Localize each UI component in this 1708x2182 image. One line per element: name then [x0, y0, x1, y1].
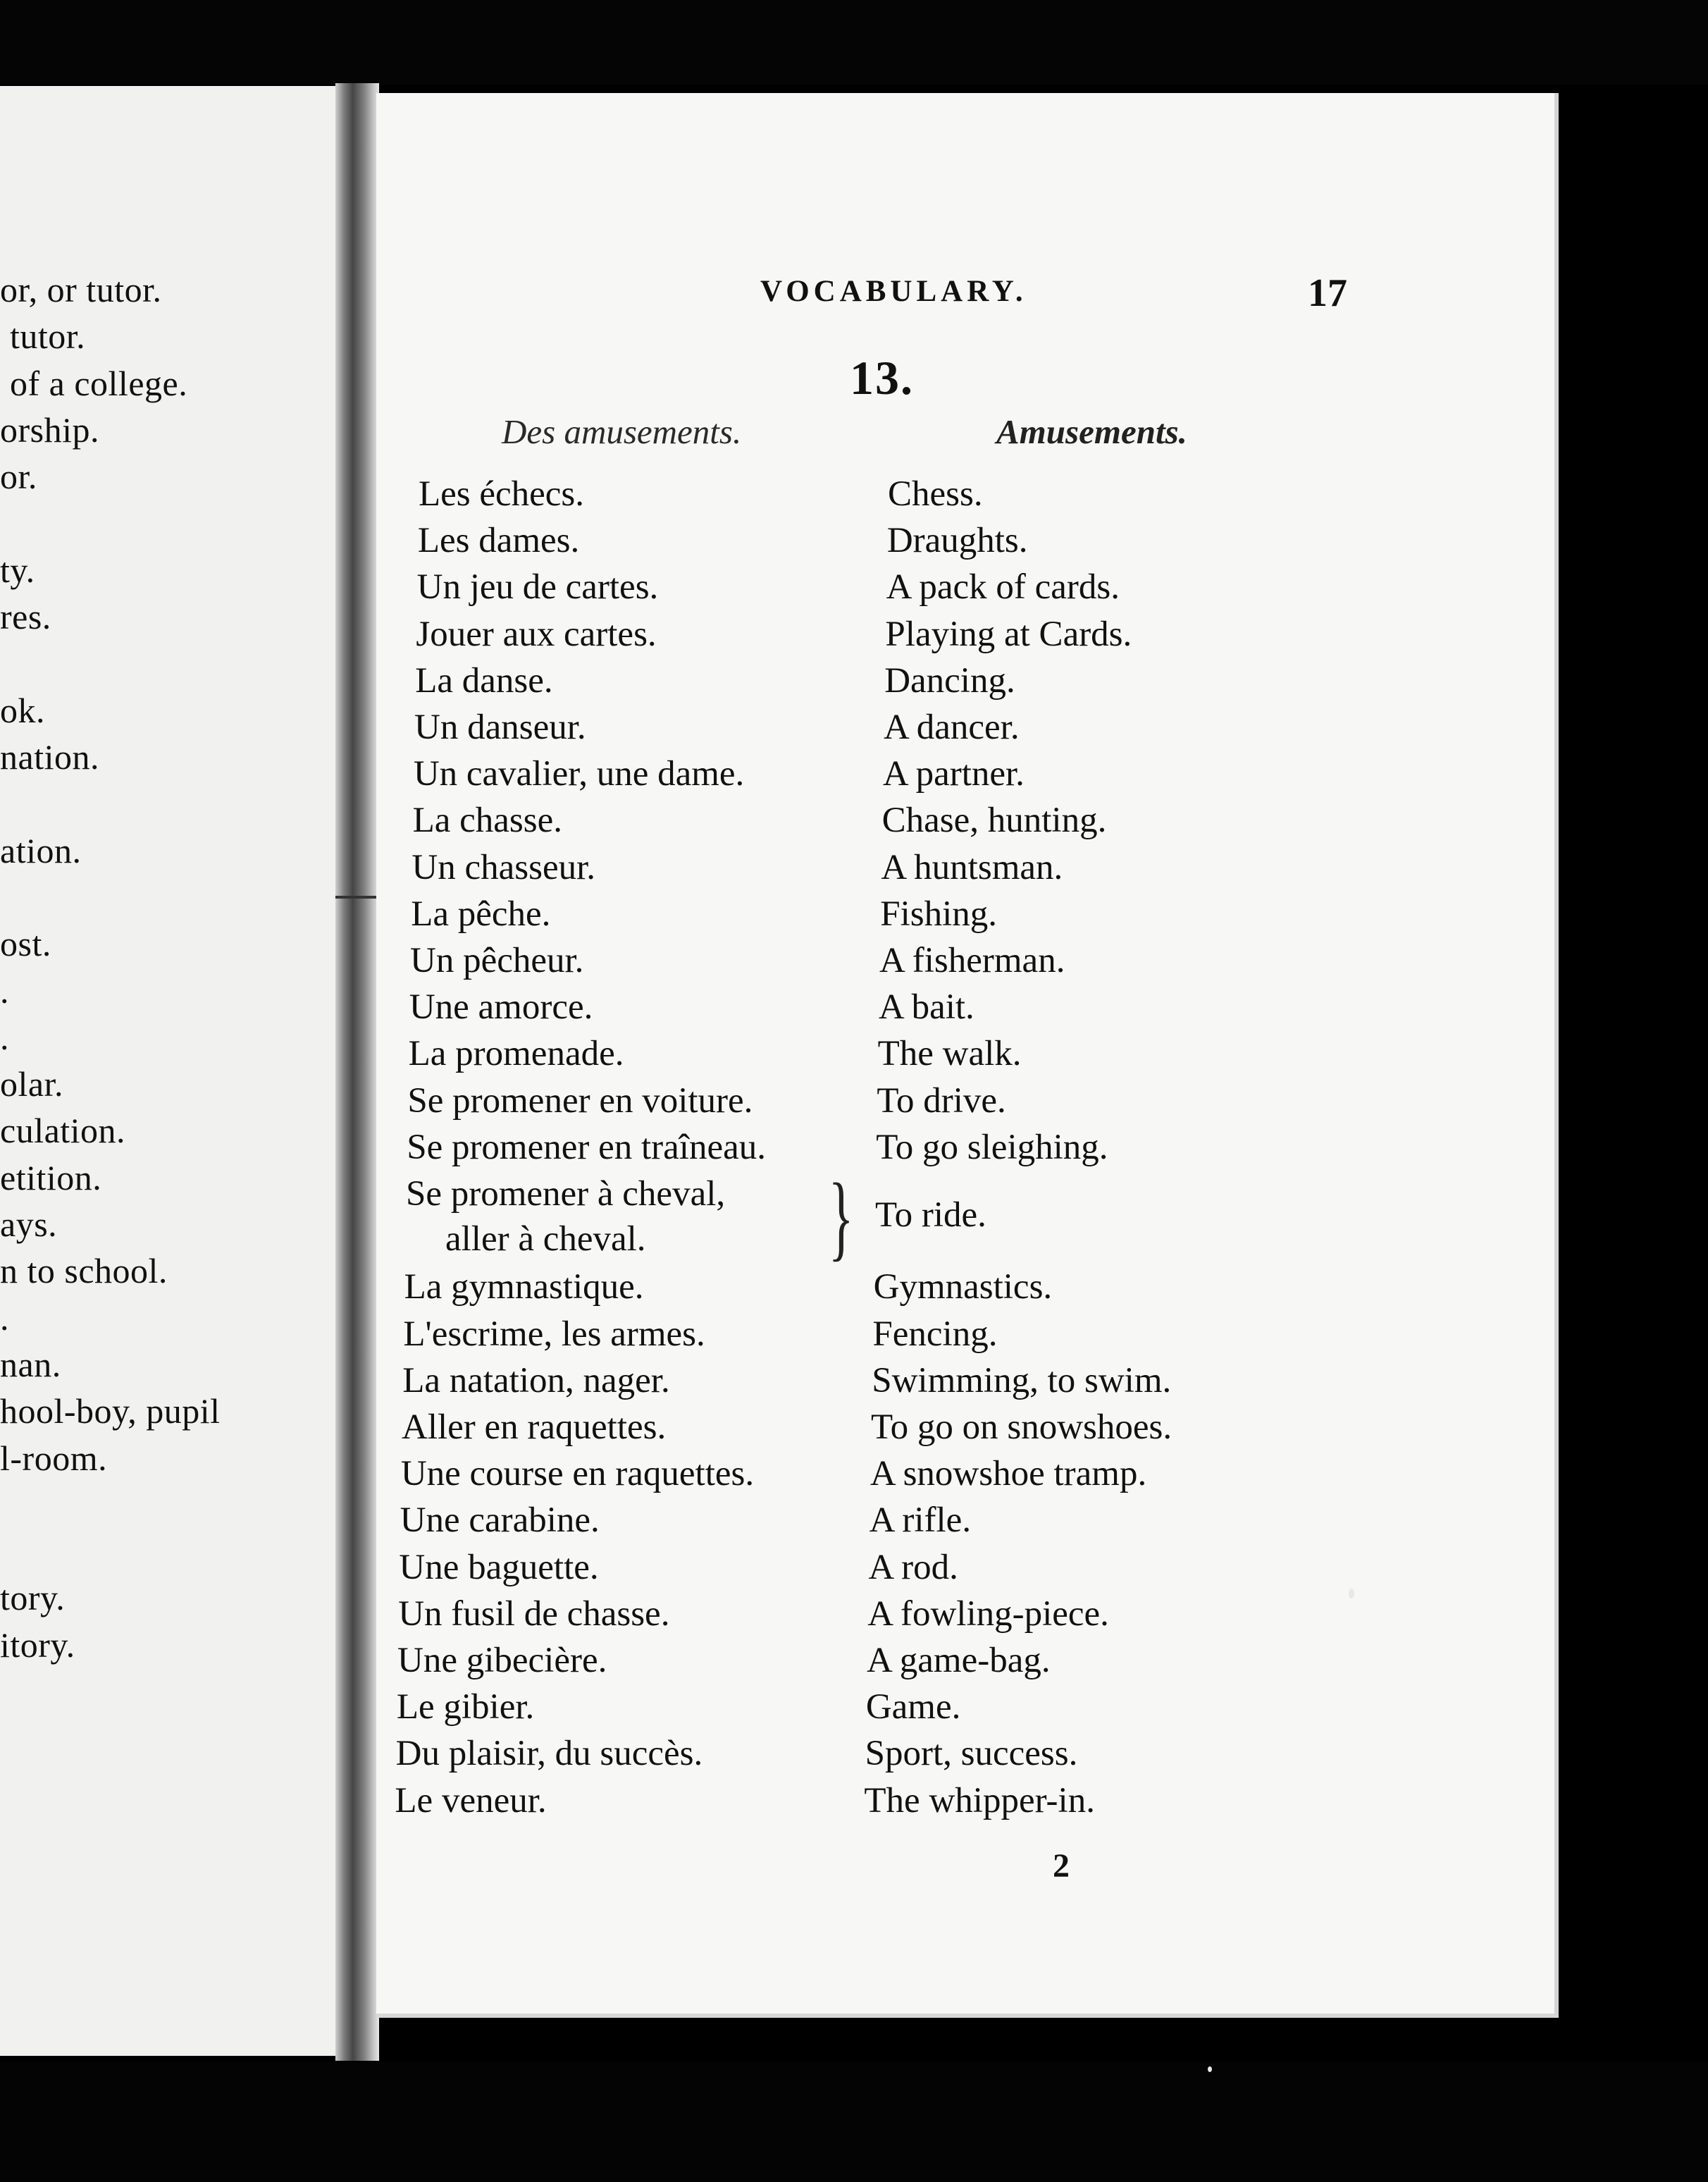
english-term: A dancer.	[884, 708, 1020, 747]
vocab-row	[376, 1407, 1487, 1452]
french-term-continuation: aller à cheval.	[445, 1219, 646, 1259]
vocab-row	[376, 1033, 1494, 1078]
left-page-line: .	[0, 970, 9, 1011]
left-page-line: nan.	[0, 1344, 61, 1384]
left-page-line: l-room.	[0, 1438, 108, 1478]
vocab-row	[376, 1733, 1481, 1778]
french-term: Un fusil de chasse.	[398, 1594, 670, 1634]
vocab-row	[376, 1547, 1484, 1592]
french-term: La promenade.	[408, 1034, 624, 1074]
english-term: A snowshoe tramp.	[870, 1454, 1147, 1494]
scan-speck	[1208, 2066, 1212, 2072]
english-term: To ride.	[875, 1195, 986, 1235]
vocab-row	[376, 567, 1502, 612]
french-term: Une carabine.	[400, 1500, 600, 1541]
french-term: Une amorce.	[409, 987, 593, 1028]
brace-glyph: }	[828, 1164, 854, 1270]
vocab-row	[376, 847, 1497, 892]
french-term: Un chasseur.	[411, 847, 596, 887]
french-term: Une baguette.	[399, 1547, 599, 1587]
left-page-line: itory.	[0, 1625, 75, 1665]
page-number: 17	[1308, 271, 1347, 315]
book-spine	[335, 83, 379, 2061]
left-page-line: or.	[0, 457, 37, 497]
vocab-row	[376, 940, 1495, 985]
french-term: La pêche.	[411, 894, 551, 934]
english-term: Gymnastics.	[873, 1267, 1053, 1307]
english-term: A game-bag.	[867, 1641, 1051, 1680]
left-page-line: ation.	[0, 830, 82, 870]
left-page-line: tory.	[0, 1578, 66, 1618]
french-term: Un pêcheur.	[410, 941, 584, 980]
scan-background-top	[0, 0, 1708, 85]
english-term: Swimming, to swim.	[872, 1360, 1172, 1400]
french-term: Les dames.	[417, 521, 580, 561]
vocab-row	[376, 614, 1501, 659]
english-term: Fishing.	[880, 894, 998, 934]
vocab-row	[376, 1080, 1492, 1126]
section-number: 13.	[850, 351, 914, 405]
french-term: Le veneur.	[395, 1780, 547, 1820]
english-term: A pack of cards.	[886, 567, 1120, 608]
vocab-row	[376, 474, 1504, 519]
english-term: A rifle.	[869, 1500, 972, 1541]
vocab-row	[376, 1500, 1485, 1545]
scan-speck	[1349, 1589, 1354, 1598]
right-page	[376, 93, 1559, 2018]
left-page-line: hool-boy, pupil	[0, 1391, 221, 1431]
french-term: Aller en raquettes.	[402, 1407, 667, 1447]
vocab-row	[376, 1453, 1486, 1498]
vocab-row	[376, 520, 1503, 565]
french-term: Une course en raquettes.	[400, 1454, 755, 1494]
left-page-line: res.	[0, 597, 51, 637]
left-page-line: ays.	[0, 1204, 58, 1244]
english-term: Dancing.	[884, 660, 1015, 701]
french-term: La gymnastique.	[404, 1267, 644, 1307]
vocab-row	[376, 707, 1499, 752]
english-term: A fisherman.	[879, 941, 1065, 980]
french-term: Jouer aux cartes.	[416, 614, 657, 654]
left-page-line: n to school.	[0, 1251, 168, 1291]
column-header-english: Amusements.	[996, 412, 1187, 451]
vocab-row	[376, 1780, 1480, 1825]
french-term: La chasse.	[412, 801, 563, 841]
french-term: Les échecs.	[419, 474, 585, 514]
english-term: The whipper-in.	[864, 1780, 1095, 1820]
french-term: Se promener en voiture.	[407, 1080, 753, 1121]
column-header-french: Des amusements.	[502, 412, 742, 451]
vocab-row	[376, 1594, 1483, 1639]
left-page-line: ty.	[0, 550, 35, 590]
english-term: Chess.	[888, 474, 983, 514]
french-term: Un cavalier, une dame.	[413, 754, 745, 794]
english-term: To go on snowshoes.	[871, 1407, 1172, 1447]
left-page-line: .	[0, 1017, 9, 1057]
french-term: Se promener à cheval,	[406, 1174, 726, 1214]
left-page-line: .	[0, 1298, 9, 1338]
english-term: Sport, success.	[865, 1734, 1078, 1774]
left-page-line: culation.	[0, 1111, 126, 1151]
french-term: Le gibier.	[396, 1687, 535, 1727]
left-page-line: ost.	[0, 924, 51, 964]
french-term: La danse.	[415, 660, 553, 701]
vocab-row	[376, 753, 1499, 799]
french-term: Du plaisir, du succès.	[395, 1734, 703, 1774]
english-term: A rod.	[868, 1547, 958, 1587]
english-term: Game.	[865, 1687, 961, 1727]
english-term: To go sleighing.	[876, 1127, 1108, 1167]
vocab-row	[376, 987, 1494, 1032]
english-term: A fowling-piece.	[867, 1594, 1109, 1634]
left-page-line: nation.	[0, 737, 99, 777]
vocab-row	[376, 894, 1496, 939]
left-page-line: ok.	[0, 690, 45, 730]
vocab-row	[376, 1127, 1492, 1172]
french-term: Un danseur.	[414, 708, 586, 747]
vocab-row	[376, 660, 1500, 705]
english-term: Playing at Cards.	[885, 614, 1132, 654]
left-page-line: of a college.	[10, 363, 188, 403]
vocab-row	[376, 1266, 1490, 1312]
english-term: Draughts.	[886, 521, 1028, 561]
vocab-row	[376, 1687, 1482, 1732]
english-term: Chase, hunting.	[881, 801, 1107, 841]
french-term: La natation, nager.	[402, 1360, 670, 1400]
left-page-line: tutor.	[10, 316, 86, 357]
english-term: A huntsman.	[881, 847, 1063, 887]
english-term: The walk.	[877, 1034, 1022, 1074]
english-term: A partner.	[882, 754, 1025, 794]
vocab-row	[376, 1360, 1487, 1405]
french-term: Se promener en traîneau.	[407, 1127, 766, 1167]
vocab-row	[376, 800, 1498, 845]
running-head: VOCABULARY.	[760, 275, 1027, 308]
left-page-line: orship.	[0, 409, 99, 450]
left-page-line: etition.	[0, 1157, 102, 1197]
signature-mark: 2	[1053, 1847, 1070, 1885]
vocab-row	[376, 1314, 1488, 1359]
vocab-row	[376, 1640, 1483, 1685]
french-term: L'escrime, les armes.	[403, 1314, 705, 1354]
scan-background-bottom	[0, 2061, 1708, 2182]
english-term: To drive.	[877, 1080, 1006, 1121]
left-page	[0, 86, 347, 2056]
english-term: A bait.	[878, 987, 974, 1028]
left-page-line: olar.	[0, 1064, 63, 1104]
left-page-line: or, or tutor.	[0, 270, 162, 309]
french-term: Une gibecière.	[397, 1641, 607, 1680]
french-term: Un jeu de cartes.	[416, 567, 659, 608]
vocab-row-braced	[376, 1164, 1491, 1270]
english-term: Fencing.	[872, 1314, 998, 1354]
